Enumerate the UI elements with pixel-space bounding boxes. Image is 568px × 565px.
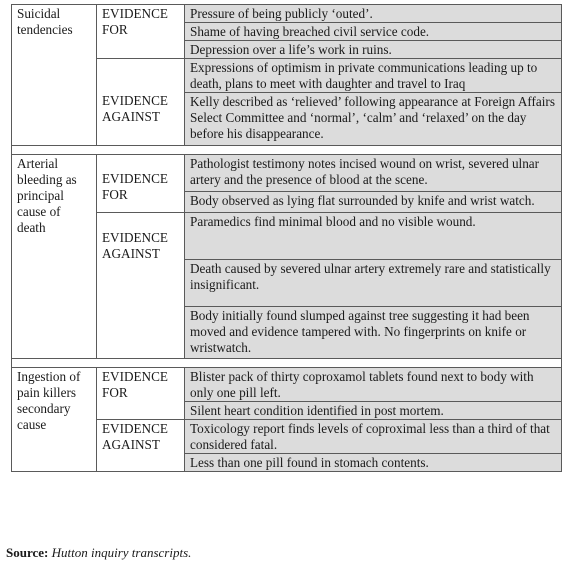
evidence-for-label: EVIDENCE FOR bbox=[97, 5, 185, 59]
evidence-item: Depression over a life’s work in ruins. bbox=[185, 41, 562, 59]
table-row bbox=[12, 368, 562, 402]
group-separator bbox=[12, 146, 562, 155]
source-label: Source: bbox=[6, 545, 49, 560]
evidence-item: Paramedics find minimal blood and no visible wound. bbox=[185, 213, 562, 260]
evidence-item: Pathologist testimony notes incised wound on wrist, severed ulnar artery and the presence of blood at the scene. bbox=[185, 155, 562, 192]
hypothesis-cell: Ingestion of pain killers secondary cause bbox=[12, 368, 97, 472]
evidence-table bbox=[11, 4, 562, 472]
evidence-item: Shame of having breached civil service code. bbox=[185, 23, 562, 41]
table-row bbox=[12, 155, 562, 192]
hypothesis-cell: Arterial bleeding as principal cause of death bbox=[12, 155, 97, 359]
evidence-item: Toxicology report finds levels of coproximal less than a third of that considered fatal. bbox=[185, 420, 562, 454]
group-separator bbox=[12, 359, 562, 368]
evidence-item: Body initially found slumped against tree suggesting it had been moved and evidence tampered with. No fingerprints on knife or wristwatch. bbox=[185, 307, 562, 359]
evidence-item: Expressions of optimism in private communications leading up to death, plans to meet with daughter and travel to Iraq bbox=[185, 59, 562, 93]
evidence-against-label: EVIDENCE AGAINST bbox=[97, 59, 185, 146]
evidence-item: Less than one pill found in stomach contents. bbox=[185, 454, 562, 472]
source-text: Hutton inquiry transcripts. bbox=[51, 545, 192, 560]
evidence-for-label: EVIDENCE FOR bbox=[97, 155, 185, 213]
source-note bbox=[6, 545, 191, 561]
evidence-for-label: EVIDENCE FOR bbox=[97, 368, 185, 420]
hypothesis-cell: Suicidal tendencies bbox=[12, 5, 97, 146]
evidence-against-label: EVIDENCE AGAINST bbox=[97, 420, 185, 472]
evidence-item: Pressure of being publicly ‘outed’. bbox=[185, 5, 562, 23]
evidence-item: Silent heart condition identified in post mortem. bbox=[185, 402, 562, 420]
evidence-item: Kelly described as ‘relieved’ following appearance at Foreign Affairs Select Committee and ‘normal’, ‘calm’ and ‘relaxed’ on the day before his disappearance. bbox=[185, 93, 562, 146]
table-row bbox=[12, 5, 562, 23]
evidence-item: Body observed as lying flat surrounded by knife and wrist watch. bbox=[185, 192, 562, 213]
evidence-item: Death caused by severed ulnar artery extremely rare and statistically insignificant. bbox=[185, 260, 562, 307]
evidence-against-label: EVIDENCE AGAINST bbox=[97, 213, 185, 359]
evidence-item: Blister pack of thirty coproxamol tablets found next to body with only one pill left. bbox=[185, 368, 562, 402]
